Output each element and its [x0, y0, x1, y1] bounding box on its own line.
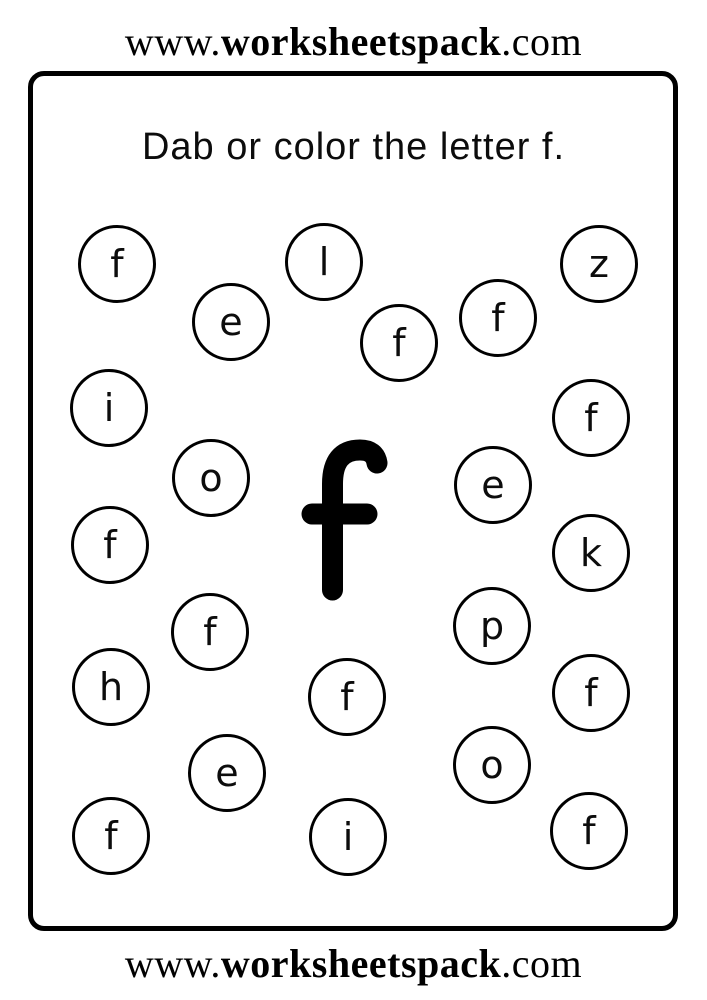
footer-url-prefix: www.: [124, 941, 221, 986]
header-url-domain: worksheetspack: [220, 19, 502, 64]
circle-letter: f: [110, 242, 124, 286]
letter-circle-f[interactable]: [171, 593, 249, 671]
circle-letter: o: [480, 743, 504, 787]
letter-circle-e[interactable]: [192, 283, 270, 361]
circle-letter: p: [479, 604, 505, 648]
letter-circle-f[interactable]: [71, 506, 149, 584]
circle-letter: f: [491, 296, 505, 340]
circle-letter: f: [103, 523, 117, 567]
worksheet-title: Dab or color the letter f.: [141, 126, 566, 168]
footer-url-domain: worksheetspack: [220, 941, 502, 986]
letter-circle-k[interactable]: [552, 514, 630, 592]
letter-circle-f[interactable]: [552, 379, 630, 457]
letter-circle-i[interactable]: [309, 798, 387, 876]
circle-letter: l: [318, 240, 330, 284]
circle-letter: e: [481, 463, 505, 507]
letter-circle-l[interactable]: [285, 223, 363, 301]
footer-site-url: [0, 941, 707, 986]
circle-letter: h: [98, 665, 124, 709]
letter-circle-p[interactable]: [453, 587, 531, 665]
letter-circle-f[interactable]: [78, 225, 156, 303]
letter-circle-f[interactable]: [459, 279, 537, 357]
letter-circle-f[interactable]: [72, 797, 150, 875]
letter-circle-e[interactable]: [454, 446, 532, 524]
circle-letter: z: [589, 242, 609, 286]
circle-letter: i: [342, 815, 354, 859]
circle-letter: i: [103, 386, 115, 430]
letter-circle-i[interactable]: [70, 369, 148, 447]
circle-letter: f: [582, 809, 596, 853]
circle-letter: f: [584, 671, 598, 715]
letter-circle-f[interactable]: [360, 304, 438, 382]
circle-letter: o: [199, 456, 223, 500]
footer-url-suffix: .com: [501, 941, 583, 986]
circle-letter: f: [203, 610, 217, 654]
letter-circle-f[interactable]: [550, 792, 628, 870]
letter-circle-h[interactable]: [72, 648, 150, 726]
circle-letter: f: [340, 675, 354, 719]
circle-letter: f: [584, 396, 598, 440]
circle-letter: e: [219, 300, 243, 344]
letter-circle-o[interactable]: [453, 726, 531, 804]
letter-circle-f[interactable]: [552, 654, 630, 732]
circle-letter: f: [104, 814, 118, 858]
letter-circle-o[interactable]: [172, 439, 250, 517]
letter-circle-z[interactable]: [560, 225, 638, 303]
circle-letter: e: [215, 751, 239, 795]
header-url-suffix: .com: [501, 19, 583, 64]
letter-circle-f[interactable]: [308, 658, 386, 736]
circle-letter: k: [579, 531, 602, 575]
circle-letter: f: [392, 321, 406, 365]
header-url-prefix: www.: [124, 19, 221, 64]
letter-circle-e[interactable]: [188, 734, 266, 812]
